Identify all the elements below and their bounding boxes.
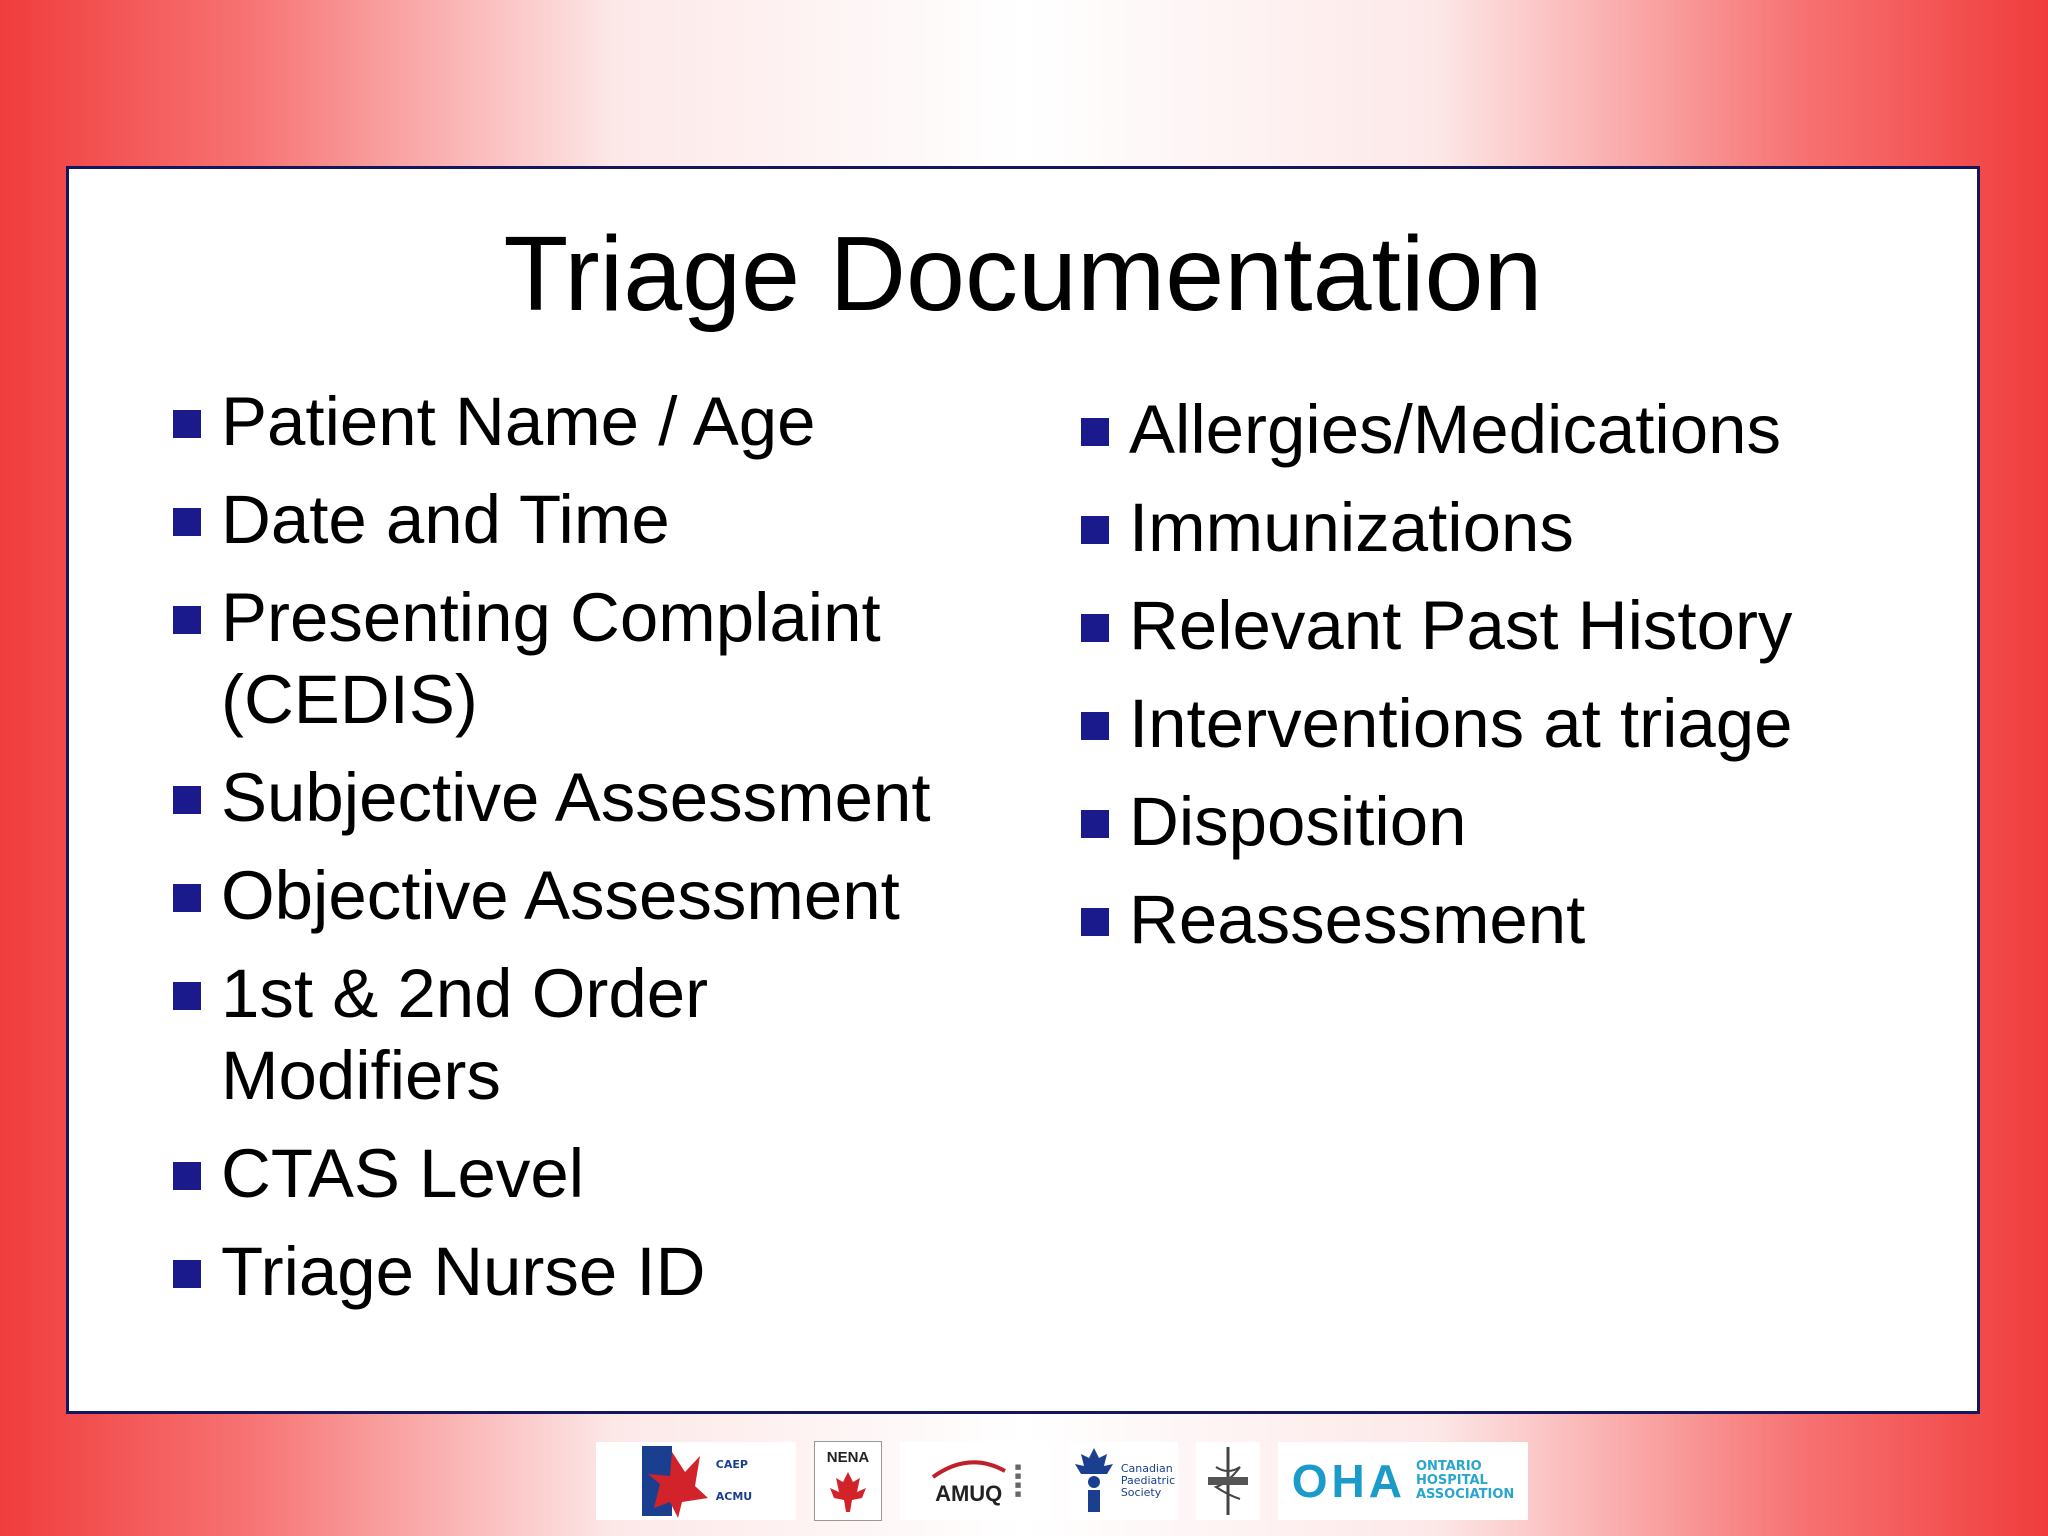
bullet-item — [173, 479, 933, 561]
oha-label: OHA — [1291, 1455, 1406, 1507]
bullet-text: Presenting Complaint (CEDIS) — [221, 579, 881, 738]
bullet-item — [1081, 487, 1793, 569]
bullet-text: Disposition — [1129, 783, 1467, 860]
caep-label: CAEP — [715, 1458, 748, 1471]
acmu-label: ACMU — [715, 1490, 753, 1503]
bullet-square-icon — [173, 410, 201, 438]
sponsor-logo-strip — [596, 1440, 1576, 1522]
oha-line3: ASSOCIATION — [1415, 1487, 1515, 1502]
amuq-label: AMUQ — [935, 1481, 1003, 1506]
bullet-square-icon — [173, 982, 201, 1010]
bullet-item — [173, 855, 933, 937]
caep-logo — [596, 1442, 796, 1520]
cps-line1: Canadian — [1120, 1462, 1173, 1475]
slide-title: Triage Documentation — [503, 215, 1543, 333]
oha-logo — [1278, 1442, 1528, 1520]
bullet-item — [173, 1133, 933, 1215]
maple-leaf-icon — [826, 1470, 870, 1514]
bullet-item — [1081, 781, 1793, 863]
bullet-square-icon — [173, 1162, 201, 1190]
bullet-square-icon — [173, 884, 201, 912]
bullet-square-icon — [1081, 908, 1109, 936]
bullet-text: Interventions at triage — [1129, 685, 1793, 762]
bullet-text: Subjective Assessment — [221, 759, 931, 836]
bullet-text: Patient Name / Age — [221, 383, 816, 460]
bullet-item — [1081, 389, 1793, 471]
bullet-item — [1081, 585, 1793, 667]
bullet-square-icon — [173, 606, 201, 634]
bullet-item — [173, 577, 933, 741]
bullet-text: Objective Assessment — [221, 857, 900, 934]
oha-line1: ONTARIO — [1415, 1459, 1482, 1474]
cps-line2: Paediatric — [1120, 1474, 1176, 1487]
bullet-square-icon — [173, 508, 201, 536]
bullet-square-icon — [1081, 810, 1109, 838]
bullet-text: CTAS Level — [221, 1135, 585, 1212]
bullet-item — [173, 1231, 933, 1313]
bullet-text: Relevant Past History — [1129, 587, 1793, 664]
cps-line3: Society — [1120, 1486, 1162, 1499]
amuq-swoosh-icon — [929, 1455, 1009, 1481]
nena-logo — [814, 1441, 882, 1521]
bullet-item — [173, 381, 933, 463]
bullet-text: 1st & 2nd Order Modifiers — [221, 955, 709, 1114]
bullet-item — [173, 953, 933, 1117]
bullet-text: Allergies/Medications — [1129, 391, 1781, 468]
caep-maple-icon — [640, 1442, 710, 1520]
cps-figure-icon — [1071, 1446, 1117, 1516]
oha-line2: HOSPITAL — [1415, 1473, 1488, 1488]
bullet-item — [173, 757, 933, 839]
bullet-text: Triage Nurse ID — [221, 1233, 706, 1310]
bullet-square-icon — [173, 1260, 201, 1288]
right-bullet-list — [1081, 389, 1793, 977]
amuq-logo: AMUQ ■ ■ ■ ■ — [900, 1442, 1050, 1520]
bullet-item — [1081, 879, 1793, 961]
caduceus-emblem — [1196, 1442, 1260, 1520]
caduceus-icon — [1202, 1443, 1254, 1519]
cps-logo — [1068, 1442, 1178, 1520]
bullet-item — [1081, 683, 1793, 765]
nena-label: NENA — [826, 1448, 870, 1466]
bullet-square-icon — [1081, 712, 1109, 740]
bullet-text: Reassessment — [1129, 881, 1586, 958]
bullet-square-icon — [173, 786, 201, 814]
left-bullet-list — [173, 381, 933, 1329]
bullet-square-icon — [1081, 418, 1109, 446]
bullet-square-icon — [1081, 614, 1109, 642]
bullet-text: Date and Time — [221, 481, 670, 558]
slide-panel — [66, 166, 1980, 1414]
bullet-text: Immunizations — [1129, 489, 1574, 566]
bullet-square-icon — [1081, 516, 1109, 544]
